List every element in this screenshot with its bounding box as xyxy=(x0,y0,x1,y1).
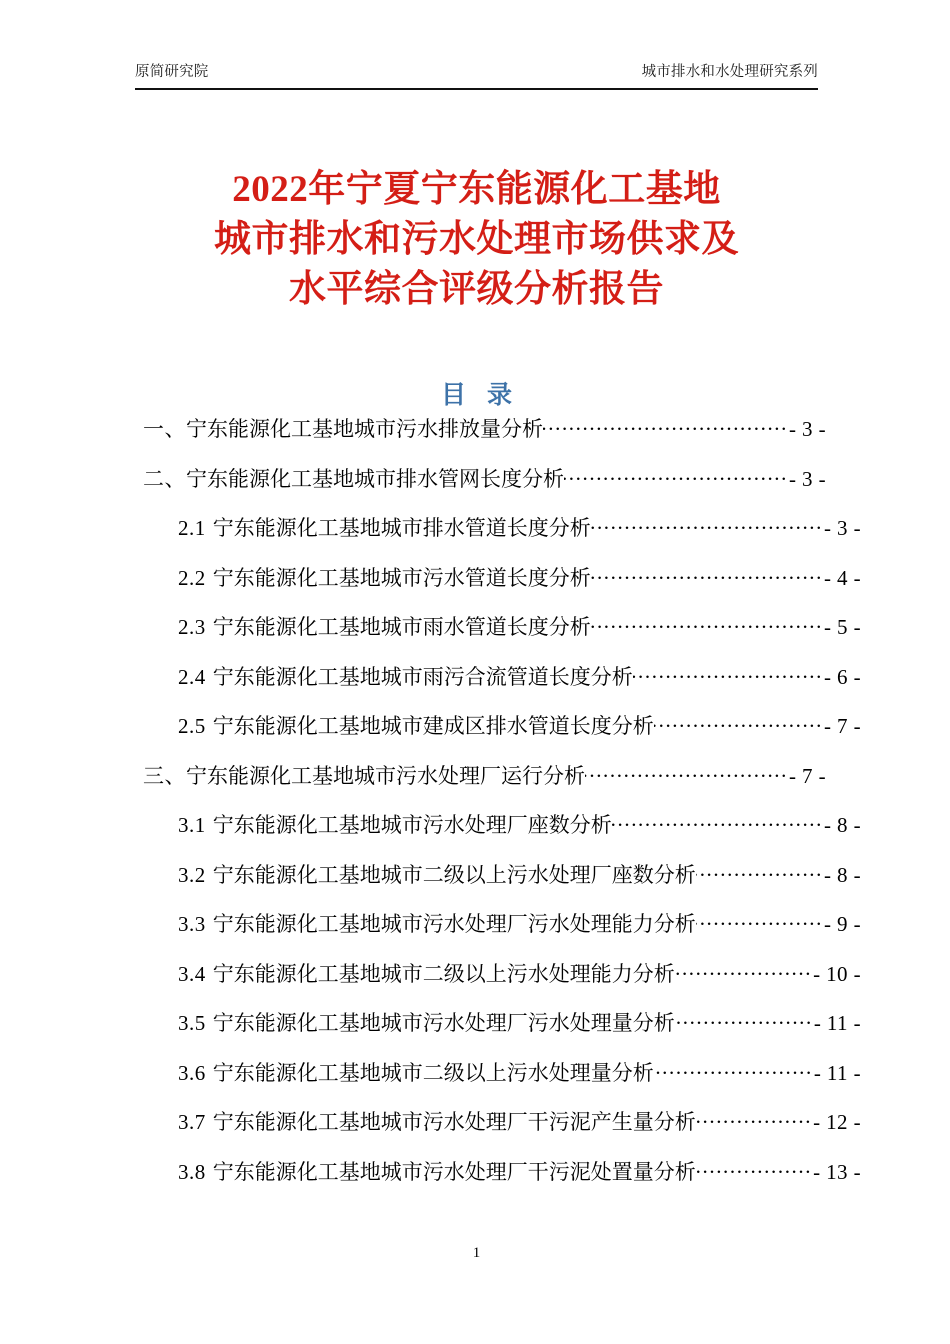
toc-entry-number: 3.4 xyxy=(178,961,206,986)
toc-entry-number: 2.5 xyxy=(178,714,206,738)
header-series-label: 城市排水和水处理研究系列 xyxy=(641,64,818,80)
toc-entry-title: 宁东能源化工基地城市排水管网长度分析 xyxy=(186,466,564,491)
toc-dot-leader xyxy=(543,415,788,436)
toc-entry-page-number: - 3 - xyxy=(824,516,861,540)
toc-entry-title: 宁东能源化工基地城市二级以上污水处理量分析 xyxy=(212,1060,654,1085)
footer-page-number: 1 xyxy=(472,1245,481,1261)
toc-entry-title: 宁东能源化工基地城市污水处理厂污水处理能力分析 xyxy=(212,912,696,936)
toc-entry-number: 3.7 xyxy=(178,1110,206,1134)
toc-entry-number: 3.6 xyxy=(178,1060,206,1085)
toc-entry[interactable] xyxy=(135,512,861,562)
toc-entry-number: 3.5 xyxy=(178,1011,206,1035)
toc-entry-title: 宁东能源化工基地城市污水处理厂污水处理量分析 xyxy=(212,1011,675,1035)
toc-entry-page-number: - 7 - xyxy=(824,714,861,738)
toc-entry-number: 二、 xyxy=(143,466,186,491)
toc-entry-page-number: - 12 - xyxy=(813,1110,861,1134)
document-title-line-3: 水平综合评级分析报告 xyxy=(289,268,664,310)
toc-entry-title: 宁东能源化工基地城市雨污合流管道长度分析 xyxy=(212,664,633,689)
toc-entry[interactable] xyxy=(135,760,826,810)
toc-dot-leader xyxy=(591,514,823,535)
toc-entry-title: 宁东能源化工基地城市污水排放量分析 xyxy=(186,417,543,441)
toc-entry[interactable] xyxy=(135,859,861,909)
toc-entry-number: 2.3 xyxy=(178,615,206,639)
toc-entry-page-number: - 3 - xyxy=(789,417,826,441)
toc-entry-number: 3.3 xyxy=(178,912,206,936)
toc-entry[interactable] xyxy=(135,1057,861,1107)
toc-dot-leader xyxy=(696,1108,812,1129)
toc-entry-page-number: - 4 - xyxy=(824,565,861,590)
toc-entry[interactable] xyxy=(135,661,861,711)
toc-dot-leader xyxy=(675,1009,813,1030)
toc-dot-leader xyxy=(633,663,823,684)
toc-entry-title: 宁东能源化工基地城市二级以上污水处理能力分析 xyxy=(212,961,675,986)
toc-entry-title: 宁东能源化工基地城市污水处理厂干污泥产生量分析 xyxy=(212,1110,696,1134)
toc-entry-page-number: - 8 - xyxy=(824,813,861,837)
toc-entry-page-number: - 10 - xyxy=(813,961,861,986)
toc-entry[interactable] xyxy=(135,1106,861,1156)
toc-dot-leader xyxy=(654,1059,813,1080)
toc-entry-title: 宁东能源化工基地城市污水处理厂运行分析 xyxy=(186,763,585,788)
toc-entry-title: 宁东能源化工基地城市二级以上污水处理厂座数分析 xyxy=(212,862,696,887)
header-divider xyxy=(135,88,818,90)
toc-entry-number: 一、 xyxy=(143,417,186,441)
toc-dot-leader xyxy=(675,960,812,981)
running-header xyxy=(135,62,818,82)
toc-entry-title: 宁东能源化工基地城市污水管道长度分析 xyxy=(212,565,591,590)
toc-entry-page-number: - 5 - xyxy=(824,615,861,639)
header-institution-label: 原简研究院 xyxy=(135,64,209,80)
toc-dot-leader xyxy=(564,465,788,486)
toc-dot-leader xyxy=(591,564,823,585)
toc-dot-leader xyxy=(654,712,823,733)
toc-entry-title: 宁东能源化工基地城市建成区排水管道长度分析 xyxy=(212,714,654,738)
table-of-contents xyxy=(135,413,861,1205)
toc-entry-number: 2.1 xyxy=(178,516,206,540)
toc-entry[interactable] xyxy=(135,710,861,760)
toc-entry-number: 3.8 xyxy=(178,1159,206,1184)
toc-entry[interactable] xyxy=(135,1007,861,1057)
toc-entry-title: 宁东能源化工基地城市污水处理厂干污泥处置量分析 xyxy=(212,1159,696,1184)
document-title-line-1: 2022年宁夏宁东能源化工基地 xyxy=(232,168,721,210)
toc-dot-leader xyxy=(696,1158,812,1179)
toc-entry-number: 2.4 xyxy=(178,664,206,689)
toc-entry-title: 宁东能源化工基地城市雨水管道长度分析 xyxy=(212,615,591,639)
document-title xyxy=(135,165,818,315)
toc-entry-number: 三、 xyxy=(143,763,186,788)
toc-entry[interactable] xyxy=(135,958,861,1008)
toc-entry[interactable] xyxy=(135,413,826,463)
toc-entry-page-number: - 13 - xyxy=(813,1159,861,1184)
toc-entry[interactable] xyxy=(135,809,861,859)
table-of-contents-heading: 目 录 xyxy=(441,380,519,409)
toc-entry-number: 3.2 xyxy=(178,862,206,887)
toc-entry[interactable] xyxy=(135,1156,861,1206)
toc-entry[interactable] xyxy=(135,611,861,661)
toc-entry-page-number: - 6 - xyxy=(824,664,861,689)
toc-dot-leader xyxy=(696,910,823,931)
toc-entry-page-number: - 8 - xyxy=(824,862,861,887)
toc-entry-page-number: - 11 - xyxy=(813,1060,861,1085)
toc-entry-title: 宁东能源化工基地城市污水处理厂座数分析 xyxy=(212,813,612,837)
toc-entry-page-number: - 11 - xyxy=(813,1011,861,1035)
toc-dot-leader xyxy=(696,861,823,882)
toc-entry-number: 2.2 xyxy=(178,565,206,590)
toc-entry[interactable] xyxy=(135,562,861,612)
toc-entry-title: 宁东能源化工基地城市排水管道长度分析 xyxy=(212,516,591,540)
toc-entry-number: 3.1 xyxy=(178,813,206,837)
document-title-line-2: 城市排水和污水处理市场供求及 xyxy=(214,218,739,260)
toc-dot-leader xyxy=(591,613,823,634)
toc-dot-leader xyxy=(585,762,788,783)
toc-entry-page-number: - 7 - xyxy=(789,763,826,788)
toc-dot-leader xyxy=(612,811,823,832)
toc-entry[interactable] xyxy=(135,908,861,958)
toc-entry-page-number: - 9 - xyxy=(824,912,861,936)
toc-entry[interactable] xyxy=(135,463,826,513)
toc-entry-page-number: - 3 - xyxy=(789,466,826,491)
